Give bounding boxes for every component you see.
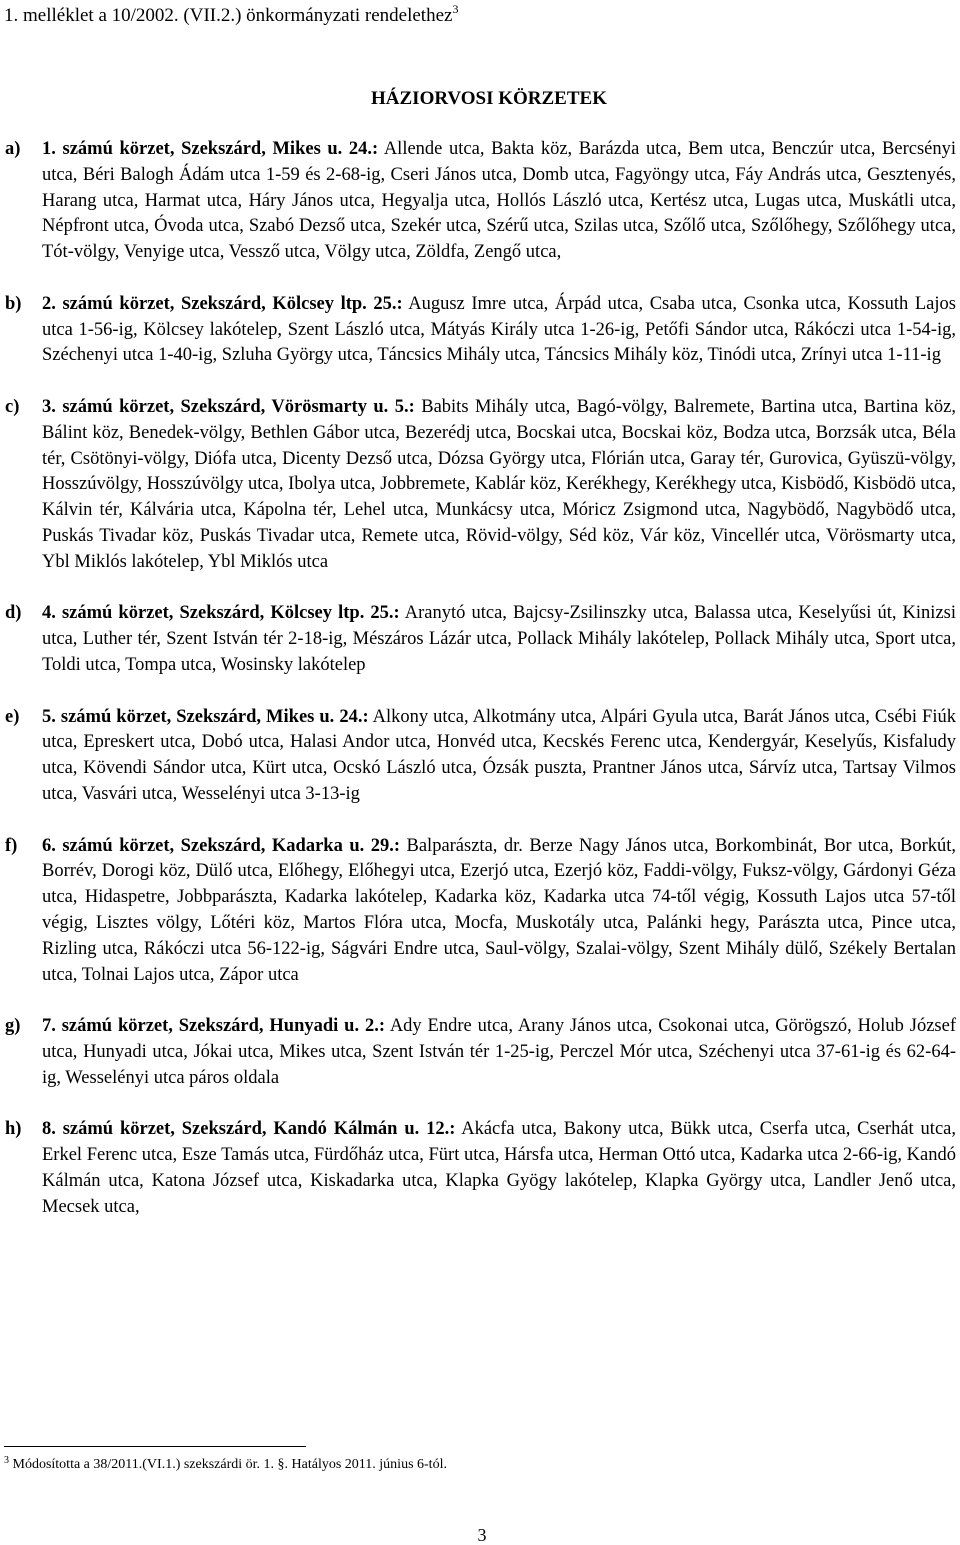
district-streets: Akácfa utca, Bakony utca, Bükk utca, Cserfa utca, Cserhát utca, Erkel Ferenc utca, Esze Tamás utca, Fürdőház utca, Fürt utca, Hársfa utca, Herman Ottó utca, Kadarka utca 2-66-ig, Kandó Kálmán utca, Katona József utca, Kiskadarka utca, Klapka Gyögy lakótelep, Klapka György utca, Landler Jenő utca, Mecsek utca,	[42, 1119, 956, 1217]
district-marker: d)	[5, 603, 22, 624]
district-heading: 3. számú körzet, Szekszárd, Vörösmarty u. 5.:	[42, 396, 415, 417]
annex-reference	[4, 4, 458, 28]
district-item	[5, 1117, 960, 1220]
annex-text: 1. melléklet a 10/2002. (VII.2.) önkormányzati rendelethez	[4, 5, 453, 26]
footnote-number: 3	[4, 1455, 9, 1466]
district-heading: 4. számú körzet, Szekszárd, Kölcsey ltp. 25.:	[42, 603, 400, 624]
page-number: 3	[477, 1525, 487, 1545]
footnote-divider	[4, 1446, 306, 1447]
district-body	[42, 1117, 956, 1220]
district-body	[42, 601, 956, 678]
district-heading: 1. számú körzet, Szekszárd, Mikes u. 24.:	[42, 139, 379, 159]
district-item	[5, 834, 960, 989]
district-streets: Ady Endre utca, Arany János utca, Csokonai utca, Görögszó, Holub József utca, Hunyadi utca, Jókai utca, Mikes utca, Szent István tér 1-25-ig, Perczel Mór utca, Széchenyi utca 37-61-ig és 62-64-ig, Wesselényi utca páros oldala	[42, 1016, 957, 1088]
district-item	[5, 137, 960, 266]
district-streets: Babits Mihály utca, Bagó-völgy, Balremete, Bartina utca, Bartina köz, Bálint köz, Benedek-völgy, Bethlen Gábor utca, Bezerédj utca, Bocskai utca, Bocskai köz, Bodza utca, Borzsák utca, Béla tér, Csötönyi-völgy, Diófa utca, Dicenty Dezső utca, Dózsa György utca, Flórián utca, Garay tér, Gurovica, Gyüszü-völgy, Hosszúvölgy, Hosszúvölgy utca, Ibolya utca, Jobbremete, Kablár köz, Kerékhegy, Kerékhegy utca, Kisbödő, Kisbödö utca, Kálvin tér, Kálvária utca, Kápolna tér, Lehel utca, Munkácsy utca, Móricz Zsigmond utca, Nagybödő, Nagybödő utca, Puskás Tivadar köz, Puskás Tivadar utca, Remete utca, Rövid-völgy, Séd köz, Vár köz, Vincellér utca, Vörösmarty utca, Ybl Miklós lakótelep, Ybl Miklós utca	[42, 396, 957, 572]
district-marker: f)	[5, 835, 18, 856]
district-marker: b)	[5, 293, 22, 314]
district-streets: Balparászta, dr. Berze Nagy János utca, Borkombinát, Bor utca, Borkút, Borrév, Dorogi köz, Dülő utca, Előhegy, Előhegyi utca, Ezerjó utca, Ezerjó köz, Faddi-völgy, Fuksz-völgy, Gárdonyi Géza utca, Hidaspetre, Jobbparászta, Kadarka lakótelep, Kadarka köz, Kadarka utca 74-től végig, Kossuth Lajos utca 57-től végig, Lisztes völgy, Lőtéri köz, Martos Flóra utca, Mocfa, Muskotály utca, Palánki hegy, Parászta utca, Pince utca, Rizling utca, Rákóczi utca 56-122-ig, Ságvári Endre utca, Saul-völgy, Szalai-völgy, Szent Mihály dülő, Székely Bertalan utca, Tolnai Lajos utca, Zápor utca	[42, 835, 956, 985]
document-title	[0, 87, 960, 111]
district-body	[42, 1014, 956, 1091]
document-title-text: HÁZIORVOSI KÖRZETEK	[371, 88, 607, 109]
district-body	[42, 705, 956, 808]
district-list	[5, 137, 960, 1246]
district-item	[5, 1014, 960, 1091]
district-body	[42, 137, 956, 266]
district-marker: h)	[5, 1119, 22, 1140]
district-item	[5, 395, 960, 576]
district-heading: 7. számú körzet, Szekszárd, Hunyadi u. 2.:	[42, 1016, 385, 1037]
district-streets: Alkony utca, Alkotmány utca, Alpári Gyula utca, Barát János utca, Csébi Fiúk utca, Epreskert utca, Dobó utca, Halasi Andor utca, Honvéd utca, Kecskés Ferenc utca, Kendergyár, Keselyűs, Kisfaludy utca, Kövendi Sándor utca, Kürt utca, Ocskó László utca, Ózsák puszta, Prantner János utca, Sárvíz utca, Tartsay Vilmos utca, Vasvári utca, Wesselényi utca 3-13-ig	[42, 706, 956, 804]
district-heading: 6. számú körzet, Szekszárd, Kadarka u. 29.:	[42, 835, 401, 856]
district-marker: e)	[5, 706, 20, 727]
footnote-marker[interactable]: 3	[452, 2, 459, 16]
district-streets: Aranytó utca, Bajcsy-Zsilinszky utca, Balassa utca, Keselyűsi út, Kinizsi utca, Luther tér, Szent István tér 2-18-ig, Mészáros Lázár utca, Pollack Mihály lakótelep, Pollack Mihály utca, Sport utca, Toldi utca, Tompa utca, Wosinsky lakótelep	[42, 603, 956, 675]
district-item	[5, 705, 960, 808]
district-heading: 2. számú körzet, Szekszárd, Kölcsey ltp. 25.:	[42, 293, 403, 314]
district-marker: g)	[5, 1016, 21, 1037]
district-body	[42, 834, 956, 989]
footnote-text: Módosította a 38/2011.(VI.1.) szekszárdi ör. 1. §. Hatályos 2011. június 6-tól.	[9, 1457, 447, 1472]
district-streets: Allende utca, Bakta köz, Barázda utca, Bem utca, Benczúr utca, Bercsényi utca, Béri Balogh Ádám utca 1-59 és 2-68-ig, Cseri János utca, Domb utca, Fagyöngy utca, Fáy András utca, Gesztenyés, Harang utca, Harmat utca, Háry János utca, Hegyalja utca, Hollós László utca, Kertész utca, Lugas utca, Muskátli utca, Népfront utca, Óvoda utca, Szabó Dezső utca, Szekér utca, Szérű utca, Szilas utca, Szőlő utca, Szőlőhegy, Szőlőhegy utca, Tót-völgy, Venyige utca, Vessző utca, Völgy utca, Zöldfa, Zengő utca,	[42, 139, 956, 263]
district-body	[42, 395, 956, 576]
district-heading: 5. számú körzet, Szekszárd, Mikes u. 24.:	[42, 706, 369, 727]
district-item	[5, 601, 960, 678]
district-marker: c)	[5, 396, 20, 417]
district-marker: a)	[5, 139, 21, 159]
district-streets: Augusz Imre utca, Árpád utca, Csaba utca, Csonka utca, Kossuth Lajos utca 1-56-ig, Kölcsey lakótelep, Szent László utca, Mátyás Király utca 1-26-ig, Petőfi Sándor utca, Rákóczi utca 1-54-ig, Széchenyi utca 1-40-ig, Szluha György utca, Táncsics Mihály utca, Táncsics Mihály köz, Tinódi utca, Zrínyi utca 1-11-ig	[42, 293, 956, 366]
district-heading: 8. számú körzet, Szekszárd, Kandó Kálmán u. 12.:	[42, 1119, 456, 1140]
district-body	[42, 292, 956, 369]
district-item	[5, 292, 960, 369]
footnote	[4, 1456, 447, 1474]
